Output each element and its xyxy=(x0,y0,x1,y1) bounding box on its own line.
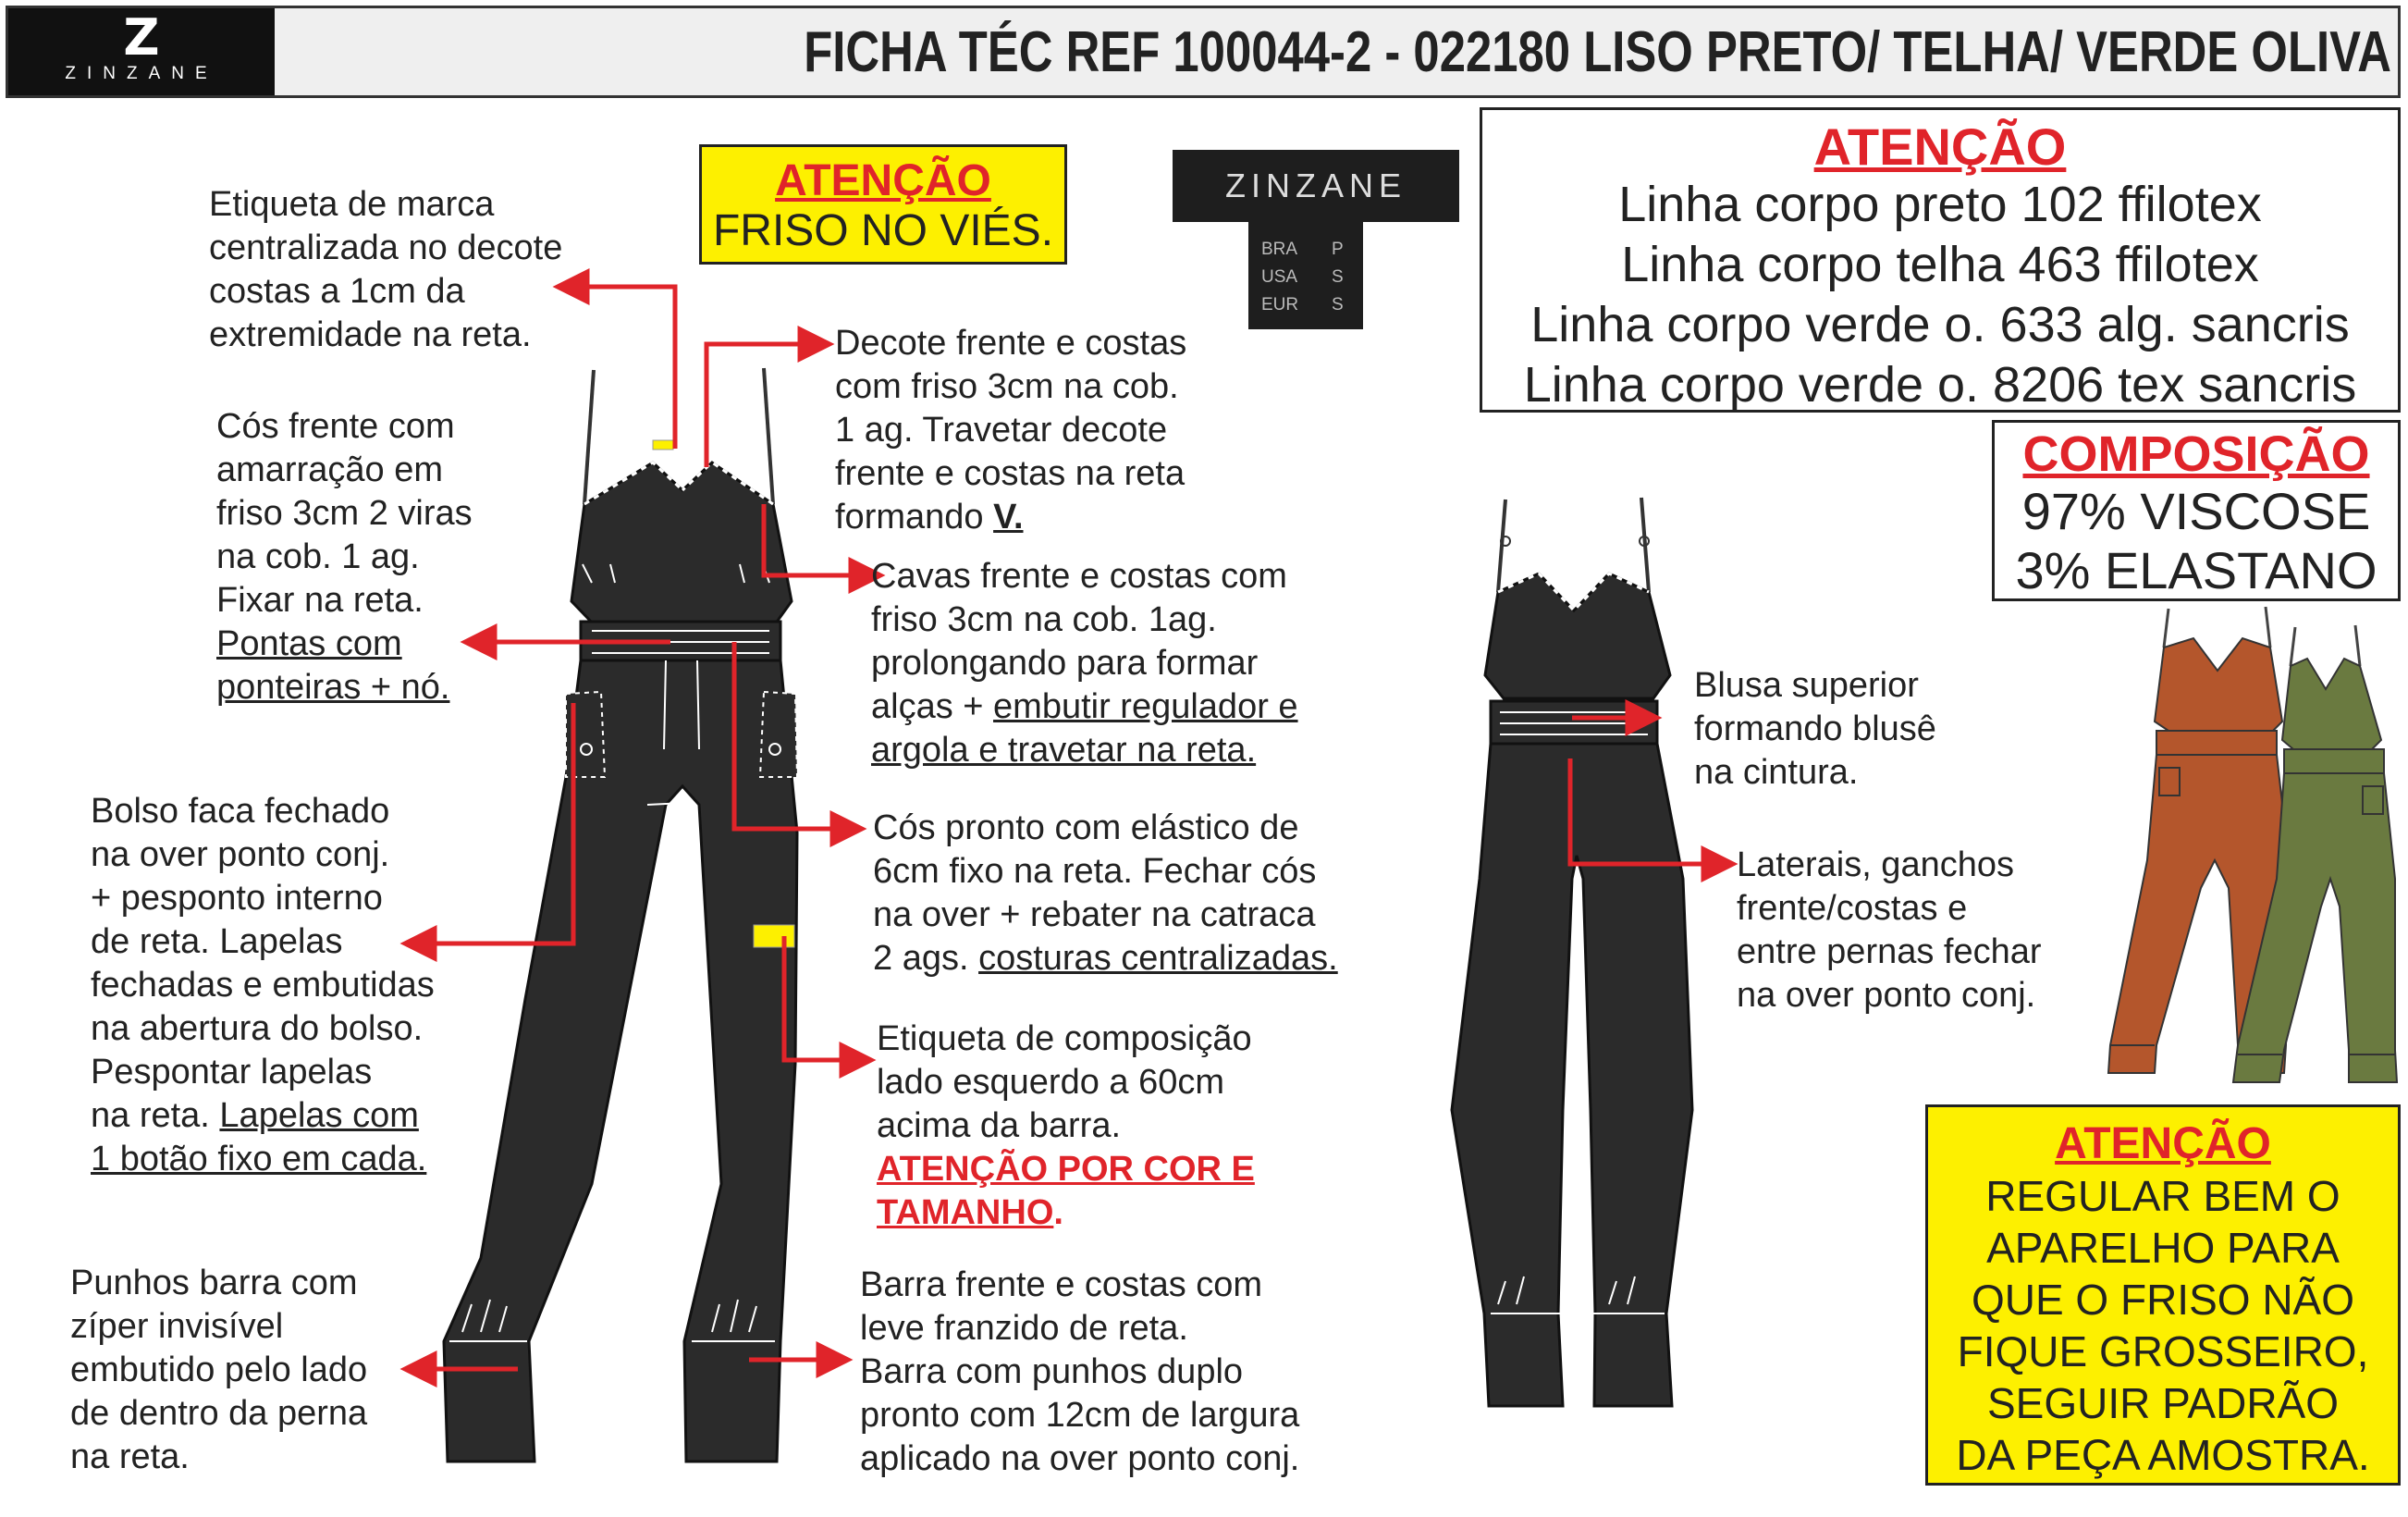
note-etiqueta-composicao-alert-1: ATENÇÃO POR COR E xyxy=(877,1150,1255,1189)
note-bolso-text: Bolso faca fechado na over ponto conj. + pesponto interno de reta. Lapelas fechadas e embutidas na abertura do bolso. Pespontar lapelas na reta. xyxy=(91,792,435,1135)
size-usa: S xyxy=(1332,267,1344,287)
composition-line-1: 97% VISCOSE xyxy=(2021,482,2371,540)
note-barra: Barra frente e costas com leve franzido de reta. Barra com punhos duplo pronto com 12cm de largura aplicado na over ponto conj. xyxy=(860,1265,1300,1478)
composition-line-2: 3% ELASTANO xyxy=(2015,541,2377,599)
note-decote-v: V. xyxy=(993,498,1024,536)
note-cavas-underlined-2: argola e travetar na reta. xyxy=(871,731,1257,770)
jumpsuit-front-view xyxy=(444,368,797,1462)
thread-line-3: Linha corpo verde o. 633 alg. sancris xyxy=(1530,297,2350,352)
thread-line-2: Linha corpo telha 463 ffilotex xyxy=(1621,237,2259,292)
machine-alert-line-5: SEGUIR PADRÃO xyxy=(1987,1379,2339,1427)
machine-alert-line-3: QUE O FRISO NÃO xyxy=(1971,1276,2355,1324)
machine-alert-box xyxy=(1925,1104,2401,1486)
machine-alert-line-1: REGULAR BEM O xyxy=(1985,1172,2340,1220)
machine-alert-line-6: DA PEÇA AMOSTRA. xyxy=(1956,1431,2370,1479)
friso-alert-title: ATENÇÃO xyxy=(775,156,991,205)
note-cos-pronto-text: Cós pronto com elástico de 6cm fixo na reta. Fechar cós na over + rebater na catraca 2 ags. xyxy=(873,808,1317,978)
country-eur: EUR xyxy=(1261,295,1299,314)
logo-mark: Z xyxy=(123,8,160,67)
note-cos-frente-text: Cós frente com amarração em friso 3cm 2 viras na cob. 1 ag. Fixar na reta. xyxy=(216,407,473,620)
thread-alert-box xyxy=(1480,107,2401,413)
note-bolso-underlined-1: Lapelas com xyxy=(219,1096,419,1135)
brand-label-marker xyxy=(653,440,673,450)
thread-line-4: Linha corpo verde o. 8206 tex sancris xyxy=(1523,357,2357,413)
page-title: FICHA TÉC REF 100044-2 - 022180 LISO PRETO/ TELHA/ VERDE OLIVA xyxy=(804,20,2391,84)
machine-alert-title: ATENÇÃO xyxy=(2055,1119,2271,1168)
note-laterais: Laterais, ganchos frente/costas e entre pernas fechar na over ponto conj. xyxy=(1737,845,2042,1015)
note-bolso-underlined-2: 1 botão fixo em cada. xyxy=(91,1140,427,1178)
note-bolso xyxy=(91,790,435,1181)
note-etiqueta-composicao-alert-2: TAMANHO xyxy=(877,1193,1054,1232)
brand-woven-label: ZINZANE xyxy=(1173,150,1459,222)
composition-title: COMPOSIÇÃO xyxy=(2022,426,2370,482)
note-cos-pronto xyxy=(873,807,1338,980)
note-cavas-underlined-1: embutir regulador e xyxy=(993,687,1298,726)
note-cos-pronto-underlined: costuras centralizadas. xyxy=(978,939,1338,978)
machine-alert-line-4: FIQUE GROSSEIRO, xyxy=(1957,1327,2369,1375)
friso-alert-text: FRISO NO VIÉS. xyxy=(712,206,1054,255)
logo-text: ZINZANE xyxy=(65,64,218,83)
note-cavas xyxy=(871,555,1298,772)
note-cos-frente xyxy=(216,405,473,709)
thread-alert-title: ATENÇÃO xyxy=(1813,117,2067,176)
note-punhos: Punhos barra com zíper invisível embutido pelo lado de dentro da perna na reta. xyxy=(70,1264,368,1476)
composition-label-marker xyxy=(754,925,794,947)
note-etiqueta-composicao: Etiqueta de composição lado esquerdo a 60cm acima da barra. ATENÇÃO POR COR E TAMANHO. xyxy=(877,1019,1255,1232)
note-decote-text: Decote frente e costas com friso 3cm na cob. 1 ag. Travetar decote frente e costas na reta formando xyxy=(835,324,1187,536)
note-blusa: Blusa superior formando blusê na cintura. xyxy=(1694,666,1936,792)
note-decote xyxy=(835,322,1186,539)
machine-alert-line-2: APARELHO PARA xyxy=(1986,1224,2340,1272)
country-bra: BRA xyxy=(1261,240,1298,259)
thread-line-1: Linha corpo preto 102 ffilotex xyxy=(1618,177,2262,232)
size-eur: S xyxy=(1332,295,1344,314)
note-cos-frente-underlined: Pontas com ponteiras + nó. xyxy=(216,624,450,707)
size-bra: P xyxy=(1332,240,1344,259)
jumpsuit-back-view xyxy=(1452,498,1692,1406)
country-usa: USA xyxy=(1261,267,1298,287)
friso-alert-box xyxy=(699,144,1067,265)
note-etiqueta-marca: Etiqueta de marca centralizada no decote costas a 1cm da extremidade na reta. xyxy=(209,185,563,354)
note-etiqueta-composicao-text: Etiqueta de composição lado esquerdo a 60cm acima da barra. xyxy=(877,1019,1252,1145)
size-label xyxy=(1248,220,1363,329)
composition-box xyxy=(1992,420,2401,601)
note-cavas-text: Cavas frente e costas com friso 3cm na cob. 1ag. prolongando para formar alças + xyxy=(871,557,1287,726)
